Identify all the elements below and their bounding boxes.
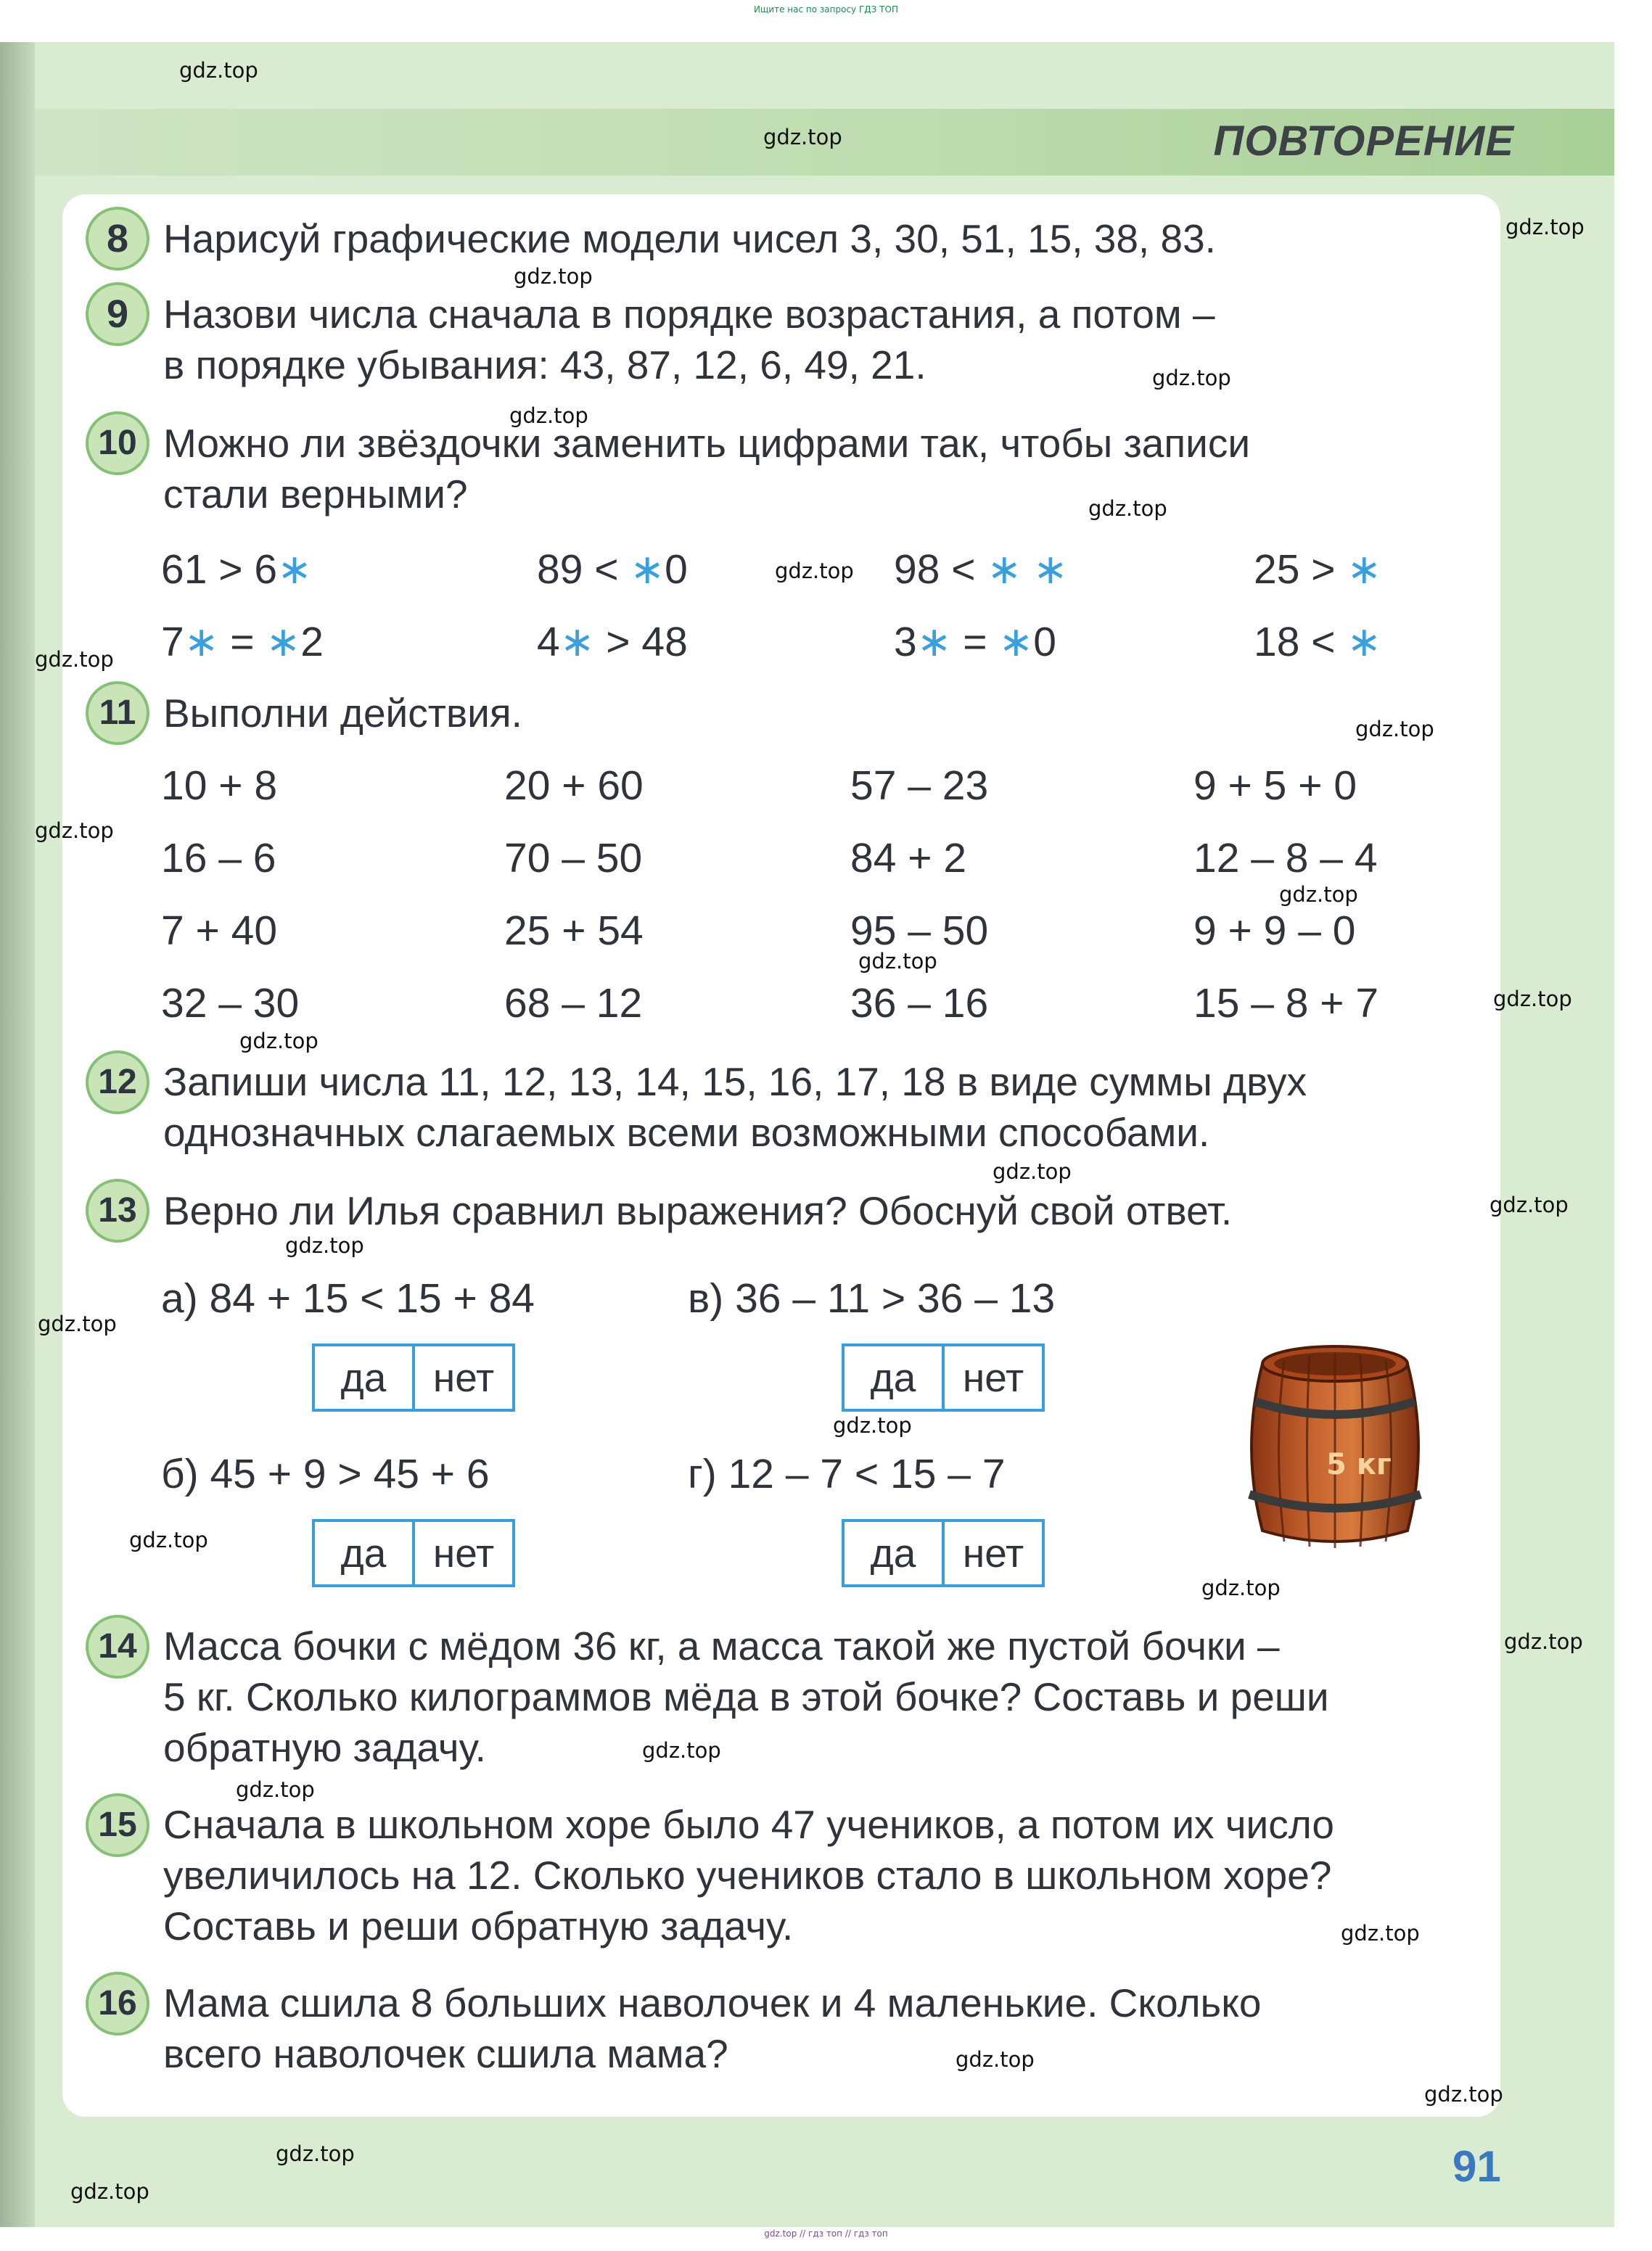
comparison-v: в) 36 – 11 > 36 – 13	[688, 1275, 1056, 1322]
task-number-14: 14	[86, 1615, 149, 1679]
arithmetic-expression: 9 + 5 + 0	[1193, 762, 1357, 809]
task-12-text-line1: Запиши числа 11, 12, 13, 14, 15, 16, 17, 18 в виде суммы двух	[163, 1059, 1307, 1104]
bottom-note: gdz.top // гдз топ // гдз топ	[764, 2229, 888, 2239]
watermark: gdz.top	[1505, 215, 1585, 239]
watermark: gdz.top	[833, 1413, 912, 1438]
arithmetic-expression: 70 – 50	[504, 835, 643, 881]
watermark: gdz.top	[179, 58, 258, 83]
no-option[interactable]: нет	[432, 1531, 495, 1576]
arithmetic-expression: 84 + 2	[850, 835, 967, 881]
task-16-text-line2: всего наволочек сшила мама?	[163, 2031, 728, 2076]
arithmetic-expression: 36 – 16	[850, 980, 989, 1026]
task-15-text-line1: Сначала в школьном хоре было 47 учеников, а потом их число	[163, 1802, 1335, 1847]
answer-box-v[interactable]	[842, 1343, 1045, 1412]
task-number-15: 15	[86, 1793, 149, 1857]
arithmetic-expression: 16 – 6	[161, 835, 276, 881]
star-expression: 18 < ∗	[1254, 619, 1382, 665]
star-expression: 25 > ∗	[1254, 546, 1382, 593]
arithmetic-expression: 20 + 60	[504, 762, 644, 809]
star-expression: 4∗ > 48	[537, 619, 688, 665]
star-expression: 98 < ∗ ∗	[894, 546, 1068, 593]
task-number-12: 12	[86, 1050, 149, 1114]
yes-option[interactable]: да	[845, 1522, 945, 1584]
task-14-text-line2: 5 кг. Сколько килограммов мёда в этой бочке? Составь и реши	[163, 1674, 1329, 1719]
task-number-16: 16	[86, 1972, 149, 2036]
arithmetic-expression: 12 – 8 – 4	[1193, 835, 1378, 881]
task-number-10: 10	[86, 411, 149, 475]
task-16-text-line1: Мама сшила 8 больших наволочек и 4 маленькие. Сколько	[163, 1980, 1262, 2025]
task-number-8: 8	[86, 207, 149, 271]
watermark: gdz.top	[956, 2047, 1035, 2072]
watermark: gdz.top	[514, 264, 593, 289]
watermark: gdz.top	[1489, 1193, 1569, 1217]
watermark: gdz.top	[236, 1777, 315, 1802]
arithmetic-expression: 32 – 30	[161, 980, 300, 1026]
page-number: 91	[1452, 2142, 1501, 2191]
page-title: ПОВТОРЕНИЕ	[1213, 118, 1514, 165]
honey-barrel-illustration	[1233, 1335, 1437, 1560]
task-13-text: Верно ли Илья сравнил выражения? Обоснуй свой ответ.	[163, 1188, 1233, 1233]
task-number-13: 13	[86, 1179, 149, 1243]
answer-box-b[interactable]	[312, 1519, 515, 1587]
watermark: gdz.top	[1493, 987, 1572, 1011]
answer-box-g[interactable]	[842, 1519, 1045, 1587]
watermark: gdz.top	[1424, 2082, 1503, 2107]
no-option[interactable]: нет	[432, 1355, 495, 1400]
task-10-text-line2: стали верными?	[163, 472, 468, 517]
task-15-text-line3: Составь и реши обратную задачу.	[163, 1904, 794, 1948]
star-expression: 89 < ∗0	[537, 546, 688, 593]
watermark: gdz.top	[38, 1312, 117, 1336]
arithmetic-expression: 25 + 54	[504, 908, 644, 954]
arithmetic-expression: 15 – 8 + 7	[1193, 980, 1379, 1026]
watermark: gdz.top	[239, 1029, 319, 1053]
arithmetic-expression: 57 – 23	[850, 762, 989, 809]
watermark: gdz.top	[35, 647, 114, 672]
watermark: gdz.top	[858, 949, 937, 974]
comparison-b: б) 45 + 9 > 45 + 6	[161, 1451, 490, 1497]
watermark: gdz.top	[993, 1159, 1072, 1184]
top-note: Ищите нас по запросу ГДЗ ТОП	[754, 4, 898, 15]
task-14-text-line1: Масса бочки с мёдом 36 кг, а масса такой же пустой бочки –	[163, 1624, 1280, 1668]
yes-option[interactable]: да	[845, 1346, 945, 1409]
binding-strip	[0, 42, 35, 2227]
watermark: gdz.top	[276, 2141, 355, 2166]
star-expression: 3∗ = ∗0	[894, 619, 1056, 665]
watermark: gdz.top	[775, 559, 854, 583]
yes-option[interactable]: да	[315, 1346, 415, 1409]
no-option[interactable]: нет	[962, 1531, 1024, 1576]
task-14-text-line3: обратную задачу.	[163, 1725, 486, 1770]
star-expression: 7∗ = ∗2	[161, 619, 324, 665]
watermark: gdz.top	[763, 125, 842, 149]
task-number-11: 11	[86, 681, 149, 745]
arithmetic-expression: 68 – 12	[504, 980, 643, 1026]
task-9-text-line1: Назови числа сначала в порядке возрастания, а потом –	[163, 292, 1215, 337]
arithmetic-expression: 7 + 40	[161, 908, 278, 954]
watermark: gdz.top	[1201, 1576, 1281, 1600]
watermark: gdz.top	[1504, 1629, 1583, 1654]
task-11-text: Выполни действия.	[163, 691, 522, 736]
watermark: gdz.top	[35, 818, 114, 843]
watermark: gdz.top	[1279, 882, 1358, 907]
no-option[interactable]: нет	[962, 1355, 1024, 1400]
answer-box-a[interactable]	[312, 1343, 515, 1412]
task-9-text-line2: в порядке убывания: 43, 87, 12, 6, 49, 21.	[163, 342, 926, 387]
watermark: gdz.top	[509, 403, 588, 428]
watermark: gdz.top	[70, 2179, 149, 2204]
task-12-text-line2: однозначных слагаемых всеми возможными способами.	[163, 1110, 1210, 1155]
watermark: gdz.top	[285, 1233, 364, 1258]
watermark: gdz.top	[1355, 717, 1434, 741]
arithmetic-expression: 10 + 8	[161, 762, 278, 809]
comparison-a: а) 84 + 15 < 15 + 84	[161, 1275, 535, 1322]
star-expression: 61 > 6∗	[161, 546, 312, 593]
task-8-text: Нарисуй графические модели чисел 3, 30, 51, 15, 38, 83.	[163, 216, 1216, 261]
task-15-text-line2: увеличилось на 12. Сколько учеников стало в школьном хоре?	[163, 1853, 1332, 1898]
watermark: gdz.top	[129, 1528, 208, 1552]
task-10-text-line1: Можно ли звёздочки заменить цифрами так, чтобы записи	[163, 421, 1251, 466]
watermark: gdz.top	[1088, 496, 1167, 521]
watermark: gdz.top	[1341, 1921, 1420, 1946]
arithmetic-expression: 9 + 9 – 0	[1193, 908, 1356, 954]
comparison-g: г) 12 – 7 < 15 – 7	[688, 1451, 1006, 1497]
watermark: gdz.top	[1152, 366, 1231, 390]
task-number-9: 9	[86, 282, 149, 346]
yes-option[interactable]: да	[315, 1522, 415, 1584]
watermark: gdz.top	[642, 1738, 721, 1763]
barrel-label: 5 кг	[1326, 1448, 1392, 1481]
arithmetic-expression: 95 – 50	[850, 908, 989, 954]
